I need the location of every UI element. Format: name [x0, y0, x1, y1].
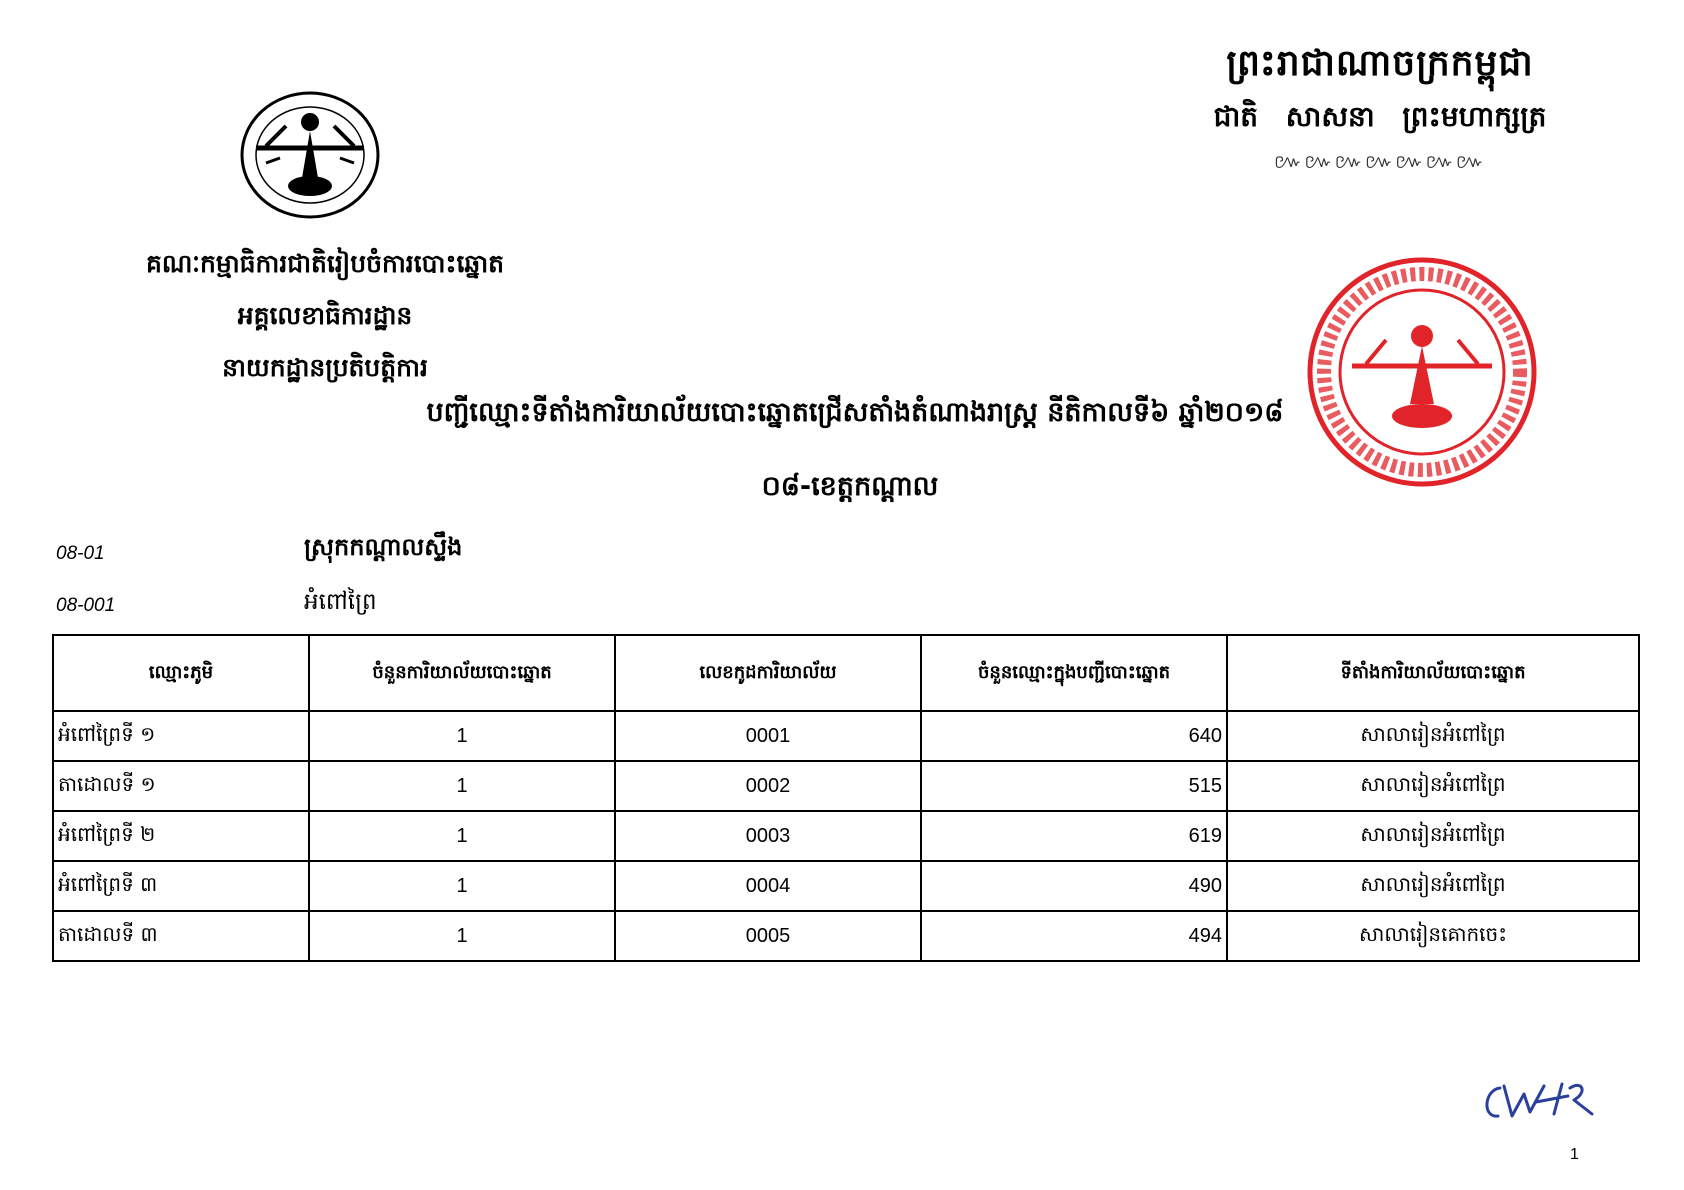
header-station-code: លេខកូដការិយាល័យ: [615, 635, 921, 711]
header-ornament: ៚៚៚៚៚៚៚: [1273, 149, 1487, 173]
nec-emblem-logo: [236, 88, 384, 223]
table-header-row: [53, 635, 1639, 711]
village-cell: តាដោលទី ១: [53, 761, 309, 811]
station-code-cell: 0001: [615, 711, 921, 761]
location-cell: សាលារៀនអំពៅព្រៃ: [1227, 811, 1639, 861]
voter-count-cell: 494: [921, 911, 1227, 961]
organization-name: គណៈកម្មាធិការជាតិរៀបចំការបោះឆ្នោត: [145, 249, 505, 278]
location-cell: សាលារៀនគោកចេះ: [1227, 911, 1639, 961]
page-number: 1: [1570, 1146, 1579, 1163]
department-name: នាយកដ្ឋានប្រតិបត្តិការ: [222, 353, 428, 382]
station-count-cell: 1: [309, 761, 615, 811]
voter-count-cell: 490: [921, 861, 1227, 911]
district-code: 08-01: [56, 543, 105, 564]
official-seal: [1304, 254, 1540, 490]
voter-count-cell: 640: [921, 711, 1227, 761]
district-name: ស្រុកកណ្ដាលស្ទឹង: [304, 533, 463, 561]
location-cell: សាលារៀនអំពៅព្រៃ: [1227, 761, 1639, 811]
national-motto: ជាតិ សាសនា ព្រះមហាក្សត្រ: [1213, 100, 1547, 133]
village-cell: អំពៅព្រៃទី ២: [53, 811, 309, 861]
location-cell: សាលារៀនអំពៅព្រៃ: [1227, 861, 1639, 911]
village-cell: អំពៅព្រៃទី ១: [53, 711, 309, 761]
table-row: [53, 761, 1639, 811]
station-code-cell: 0005: [615, 911, 921, 961]
station-count-cell: 1: [309, 811, 615, 861]
station-count-cell: 1: [309, 711, 615, 761]
village-cell: អំពៅព្រៃទី ៣: [53, 861, 309, 911]
table-row: [53, 811, 1639, 861]
province-heading: ០៨-ខេត្តកណ្ដាល: [761, 471, 939, 502]
organization-block: [90, 238, 560, 394]
village-cell: តាដោលទី ៣: [53, 911, 309, 961]
header-village: ឈ្មោះភូមិ: [53, 635, 309, 711]
location-cell: សាលារៀនអំពៅព្រៃ: [1227, 711, 1639, 761]
polling-stations-table: [52, 634, 1640, 962]
commune-code: 08-001: [56, 595, 116, 616]
station-code-cell: 0003: [615, 811, 921, 861]
document-title: បញ្ជីឈ្មោះទីតាំងការិយាល័យបោះឆ្នោតជ្រើសតាំងតំណាងរាស្ត្រ នីតិកាលទី៦ ឆ្នាំ២០១៨: [426, 397, 1284, 428]
header-station-count: ចំនួនការិយាល័យបោះឆ្នោត: [309, 635, 615, 711]
header-station-location: ទីតាំងការិយាល័យបោះឆ្នោត: [1227, 635, 1639, 711]
station-count-cell: 1: [309, 861, 615, 911]
commune-name: អំពៅព្រៃ: [304, 589, 377, 615]
table-row: [53, 711, 1639, 761]
handwritten-signature: [1470, 1066, 1620, 1136]
kingdom-header: [1170, 40, 1590, 178]
header-voter-count: ចំនួនឈ្មោះក្នុងបញ្ជីបោះឆ្នោត: [921, 635, 1227, 711]
kingdom-title: ព្រះរាជាណាចក្រកម្ពុជា: [1226, 43, 1534, 84]
voter-count-cell: 619: [921, 811, 1227, 861]
table-row: [53, 911, 1639, 961]
table-row: [53, 861, 1639, 911]
station-code-cell: 0002: [615, 761, 921, 811]
station-code-cell: 0004: [615, 861, 921, 911]
secretariat-name: អគ្គលេខាធិការដ្ឋាន: [237, 301, 413, 330]
voter-count-cell: 515: [921, 761, 1227, 811]
station-count-cell: 1: [309, 911, 615, 961]
